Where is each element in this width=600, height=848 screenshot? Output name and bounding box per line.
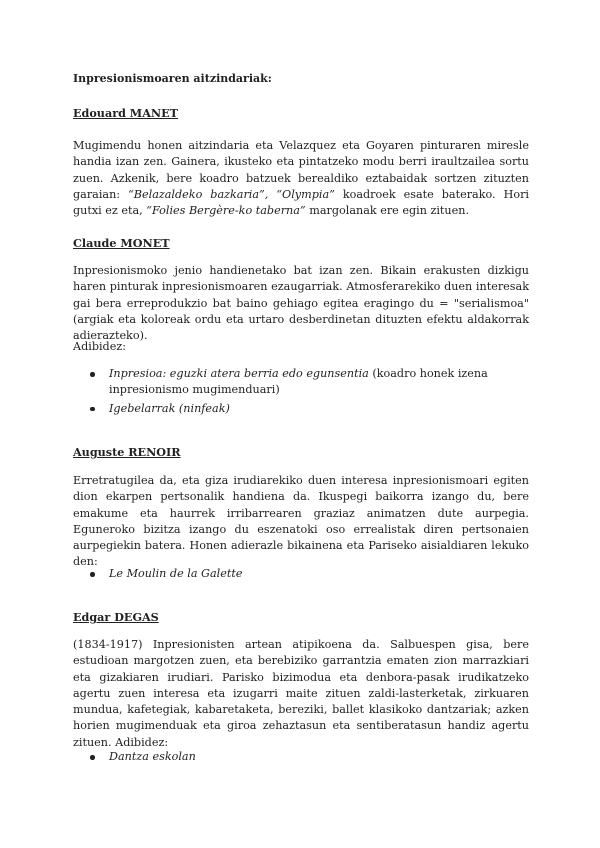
bullet-list-monet [88, 366, 529, 419]
list-item [88, 401, 529, 417]
list-item-italic: Inpresioa: eguzki atera berria edo egunsentia [109, 367, 369, 380]
paragraph-renoir: Erretratugilea da, eta giza irudiarekiko duen interesa inpresionismoari egiten dion ekarpen pertsonalik handiena da. Ikuspegi baikorra izango du, bere emakume eta haurrek irribarrearen graziaz animatzen dute aurpegia. Eguneroko bizitza izango du eszenatoki oso errealistak diren pertsonaien aurpegiekin batera. Honen adierazle bikainena eta Pariseko aisialdiaren lekuko den: [73, 474, 529, 569]
examples-label: Adibidez: [73, 340, 127, 353]
list-item [88, 749, 529, 765]
heading-manet: Edouard MANET [73, 106, 178, 120]
list-item-text: (koadro honek izena inpresionismo mugimenduari) [109, 367, 488, 397]
list-item-italic: Dantza eskolan [109, 750, 196, 763]
heading-degas: Edgar DEGAS [73, 610, 159, 624]
list-item-italic: Igebelarrak (ninfeak) [109, 401, 230, 415]
paragraph-degas: (1834-1917) Inpresionisten artean atipikoena da. Salbuespen gisa, bere estudioan margotzen zuen, eta berebiziko garrantzia ematen zion marrazkiari eta gizakiaren irudiari. Parisko bizimodua eta denbora-pasak irudikatzeko agertu zuen interesa eta izugarri maite zituen zaldi-lasterketak, zirkuaren mundua, kafetegiak, kabaretaketa, bereziki, ballet klasikoko dantzariak; azken horien mugimenduak eta giroa zehaztasun eta sentiberatasun handiz agertu zituen. Adibidez: [73, 638, 529, 749]
paragraph-manet-text-c: margolanak ere egin zituen. [305, 204, 470, 218]
list-item [88, 566, 529, 582]
paragraph-manet-text-b: koadroek esate baterako. Hori gutxi ez eta, [73, 187, 529, 218]
heading-renoir: Auguste RENOIR [73, 445, 181, 459]
bullet-list-renoir [88, 566, 529, 584]
list-item-italic: Le Moulin de la Galette [109, 567, 243, 580]
bullet-list-degas [88, 749, 529, 767]
paragraph-manet-italic-2: “Folies Bergère-ko taberna” [146, 204, 306, 218]
list-item [88, 366, 529, 399]
heading-monet: Claude MONET [73, 236, 170, 250]
paragraph-manet-italic-1: “Belazaldeko bazkaria”, “Olympia” [128, 187, 335, 201]
paragraph-manet [73, 138, 529, 219]
paragraph-monet: Inpresionismoko jenio handienetako bat izan zen. Bikain erakusten dizkigu haren pinturak inpresionismoaren ezaugarriak. Atmosferarekiko duen interesak gai bera erreprodukzio bat baino gehiago egitea eragingo du = "serialismoa"(argiak eta koloreak ordu eta urtaro desberdinetan dituzten efektu aldakorrak adierazteko). [73, 264, 529, 343]
document-title: Inpresionismoaren aitzindariak: [73, 72, 272, 85]
paragraph-manet-text-a: Mugimendu honen aitzindaria eta Velazquez eta Goyaren pinturaren miresle handia izan zen. Gainera, ikusteko eta pintatzeko modu berri iraultzailea sortu zuen. Azkenik, bere koadro batzuek berealdiko eztabaidak sortzen zituzten garaian: [73, 139, 529, 201]
